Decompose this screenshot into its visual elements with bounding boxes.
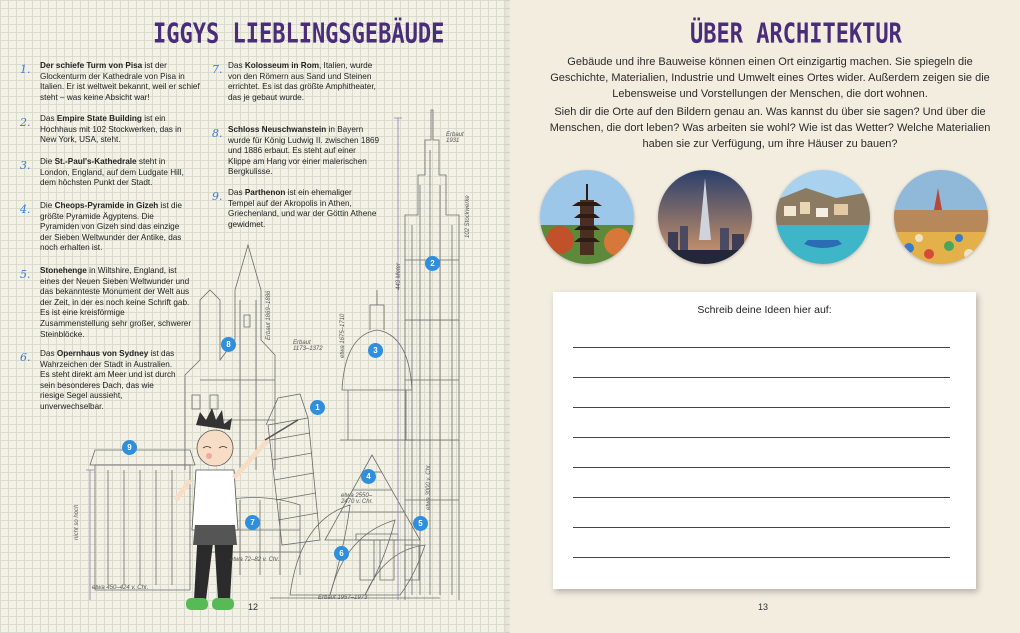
annotation-stonehenge: etwa 3000 v. Chr.	[426, 463, 432, 510]
intro-paragraph-2: Sieh dir die Orte auf den Bildern genau an. Was kannst du über sie sagen? Und über die Menschen, die dort leben? Was arbeiten sie wohl? Wie ist das Wetter? Welche Materialien haben sie zur Verfügung, um ihre Häuser zu bauen?	[549, 106, 991, 151]
writing-line[interactable]	[573, 527, 950, 528]
annotation-neuschwanstein: Erbaut 1869–1886	[266, 290, 272, 340]
left-page-title: IGGYS LIEBLINGSGEBÄUDE	[153, 18, 445, 51]
marker-3: 3	[368, 343, 383, 358]
writing-line[interactable]	[573, 347, 950, 348]
marker-4: 4	[361, 469, 376, 484]
mosaic-park-photo	[894, 170, 988, 264]
left-page-number: 12	[248, 602, 259, 612]
writing-line[interactable]	[573, 437, 950, 438]
writing-line[interactable]	[573, 407, 950, 408]
entry-2: Das Empire State Building ist ein Hochhaus mit 102 Stockwerken, das in New York, USA, steht.	[40, 114, 182, 145]
annotation-empire-built: Erbaut 1931	[446, 132, 464, 144]
entry-number-2: 2.	[20, 116, 31, 129]
annotation-pyramid: etwa 2550–2470 v. Chr.	[341, 493, 374, 505]
entry-7: Das Kolosseum in Rom, Italien, wurde von den Römern aus Sand und Steinen errichtet. Es ist das größte Amphitheater, das je gebaut wurde.	[228, 61, 376, 102]
right-page-title: ÜBER ARCHITEKTUR	[690, 18, 902, 51]
entry-1: Der schiefe Turm von Pisa ist der Glockenturm der Kathedrale von Pisa in Italien. Er ist weltweit bekannt, weil er schief steht – was keine Absicht war!	[40, 61, 200, 102]
annotation-empire-floors: 102 Stockwerke	[465, 195, 471, 238]
pagoda-photo	[540, 170, 634, 264]
writing-line[interactable]	[573, 497, 950, 498]
entry-number-1: 1.	[20, 63, 31, 76]
annotation-empire-height: 443 Meter	[396, 262, 402, 290]
writing-line[interactable]	[573, 467, 950, 468]
marker-6: 6	[334, 546, 349, 561]
intro-paragraph-1: Gebäude und ihre Bauweise können einen Ort einzigartig machen. Sie spiegeln die Geschichte, Materialien, Industrie und Umwelt eines Ortes wider. Außerdem zeigen sie die Lebensweise und Vorstellungen der Menschen, die dort wohnen.	[550, 56, 990, 101]
entry-8: Schloss Neuschwanstein in Bayern wurde für König Ludwig II. zwischen 1869 und 1886 erbaut. Es steht auf einer Klippe am Hang vor einer malerischen Bergkulisse.	[228, 125, 380, 177]
annotation-opera: Erbaut 1957–1973	[318, 595, 368, 601]
annotation-parthenon-height: nicht so hoch	[74, 504, 80, 540]
entry-3: Die St.-Paul's-Kathedrale steht in London, England, auf dem Ludgate Hill, dem höchsten Punkt der Stadt.	[40, 157, 184, 188]
skyscraper-photo	[658, 170, 752, 264]
entry-number-7: 7.	[212, 63, 223, 76]
marker-9: 9	[122, 440, 137, 455]
annotation-stpaul-built: Erbaut 1173–1372	[293, 340, 323, 352]
entry-number-3: 3.	[20, 159, 31, 172]
coastal-town-photo	[776, 170, 870, 264]
annotation-parthenon: etwa 450–424 v. Chr.	[92, 585, 149, 591]
marker-1: 1	[310, 400, 325, 415]
entry-number-8: 8.	[212, 127, 223, 140]
entry-number-9: 9.	[212, 190, 223, 203]
entry-number-6: 6.	[20, 351, 31, 364]
annotation-colosseum: etwa 72–82 v. Chr.	[230, 557, 280, 563]
entry-number-5: 5.	[20, 268, 31, 281]
ideas-note-box	[553, 292, 976, 589]
marker-2: 2	[425, 256, 440, 271]
entry-4: Die Cheops-Pyramide in Gizeh ist die größte Pyramide Ägyptens. Die Pyramiden von Gizeh sind das einzige der Sieben Weltwunder der Antike, das noch erhalten ist.	[40, 201, 182, 253]
writing-line[interactable]	[573, 557, 950, 558]
marker-7: 7	[245, 515, 260, 530]
writing-line[interactable]	[573, 377, 950, 378]
marker-8: 8	[221, 337, 236, 352]
entry-9: Das Parthenon ist ein ehemaliger Tempel auf der Akropolis in Athen, Griechenland, und war der Göttin Athene gewidmet.	[228, 188, 377, 229]
entry-number-4: 4.	[20, 203, 31, 216]
annotation-stpaul-alt: etwa 1675–1710	[340, 313, 346, 358]
marker-5: 5	[413, 516, 428, 531]
right-page-number: 13	[758, 602, 769, 612]
note-title: Schreib deine Ideen hier auf:	[697, 304, 832, 316]
entry-6: Das Opernhaus von Sydney ist das Wahrzeichen der Stadt in Australien. Es steht direkt am Meer und ist durch sein besonderes Dach, das wie riesige Segel aussieht, unverwechselbar.	[40, 349, 176, 411]
entry-5: Stonehenge in Wiltshire, England, ist eines der Neuen Sieben Weltwunder und das bekannteste Monument der Welt aus der Zeit, in der es noch keine Schrift gab. Es ist eine kreisförmige Zusammenstellung sehr großer, schwerer Steinblöcke.	[40, 266, 192, 339]
